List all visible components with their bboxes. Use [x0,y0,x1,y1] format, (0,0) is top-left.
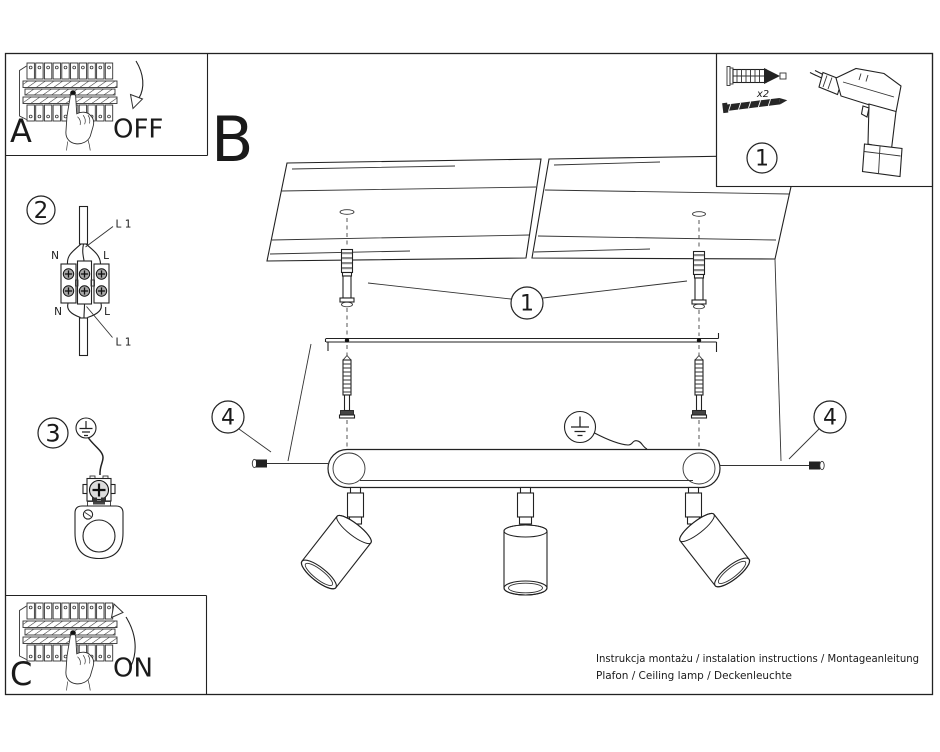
terminal-block-icon [61,261,109,304]
footer-title-block [596,653,919,682]
right-mounting-screw-icon [692,356,707,419]
n-bottom-label: N [54,306,62,318]
ground-wire-icon [89,438,104,475]
ground-terminal-icon [83,476,115,505]
earth-wire-icon [595,433,648,449]
footer-line1: Instrukcja montażu / instalation instructions / Montageanleitung [596,653,919,665]
left-wall-plug-icon [340,250,354,307]
panel-a [10,61,163,151]
callout-side-screw-left [212,401,271,452]
right-guide-line [775,259,781,461]
middle-stem-icon [518,488,534,525]
l-top-label: L [103,250,109,262]
earth-symbol-icon [565,412,596,443]
step-a-label: A [10,112,32,150]
wiring-diagram [27,196,131,356]
ground-number: 3 [45,419,61,448]
l1-top-leader [86,227,114,248]
middle-spot-head-icon [504,525,547,595]
mounting-bracket-icon [326,333,719,352]
mount-bracket-end-icon [75,502,123,559]
footer-line2: Plafon / Ceiling lamp / Deckenleuchte [596,670,792,682]
step-c-label: C [10,655,33,693]
parts-number: 1 [755,146,769,172]
top-cable-icon [80,207,88,245]
callout-anchors [368,281,687,319]
bottom-wires-icon [68,304,102,318]
l1-top-label: L 1 [115,218,132,231]
left-stem-icon [348,488,364,525]
left-mounting-screw-icon [340,356,355,419]
screw-quantity-label: x2 [756,89,770,100]
right-side-screw-icon [720,461,824,469]
step-b-label: B [211,103,254,176]
l-bottom-label: L [104,306,110,318]
callout-side-screw-right [789,401,846,459]
panel-c [10,603,153,693]
callout-4-right-number: 4 [823,405,837,431]
on-label: ON [113,653,153,684]
grounding-diagram [38,418,123,559]
earth-symbol-small-icon [76,418,96,438]
right-wall-plug-icon [692,252,706,309]
bottom-cable-icon [80,318,88,356]
parts-box [717,54,933,187]
n-top-label: N [51,250,59,262]
l1-bottom-label: L 1 [115,336,132,349]
callout-anchor-number: 1 [520,291,534,317]
left-spot-head-icon [298,512,375,594]
wiring-number: 2 [33,198,49,224]
left-guide-line [288,344,311,461]
left-side-screw-icon [252,459,328,467]
off-arrow-icon [131,61,143,109]
lamp-base-icon [328,450,720,488]
callout-4-left-number: 4 [221,405,235,431]
off-label: OFF [113,114,164,145]
